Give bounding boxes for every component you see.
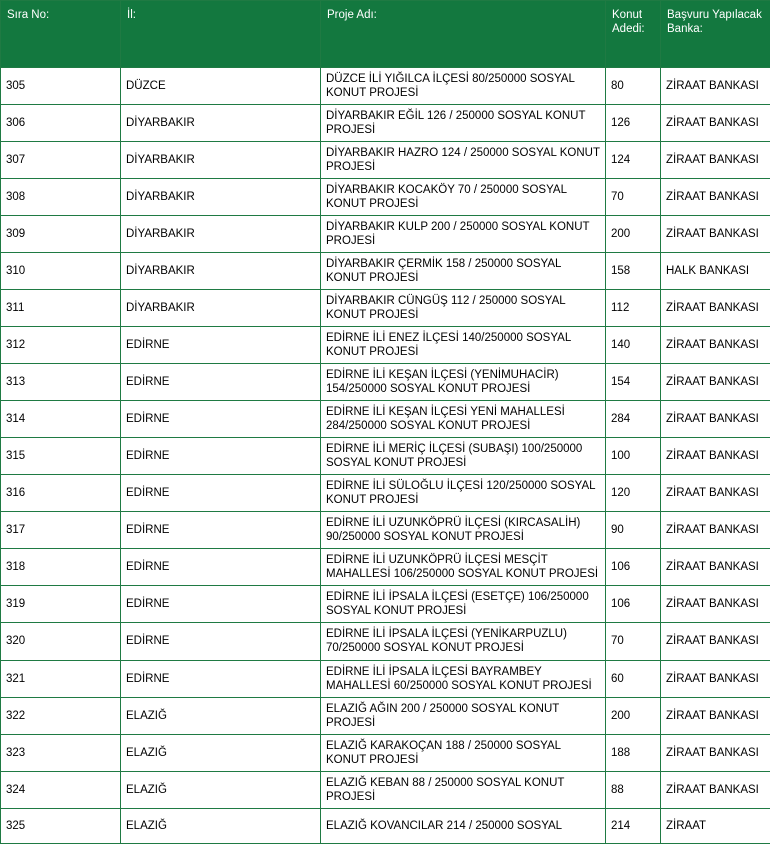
cell-banka: ZİRAAT BANKASI — [661, 512, 770, 549]
column-header-sira-no: Sıra No: — [1, 1, 121, 68]
cell-proje-adi: DÜZCE İLİ YIĞILCA İLÇESİ 80/250000 SOSYAL KONUT PROJESİ — [321, 68, 606, 105]
cell-sira-no: 321 — [1, 660, 121, 697]
cell-il: EDİRNE — [121, 438, 321, 475]
cell-banka: ZİRAAT BANKASI — [661, 179, 770, 216]
cell-banka: ZİRAAT BANKASI — [661, 771, 770, 808]
table-row — [1, 290, 770, 327]
cell-banka: ZİRAAT BANKASI — [661, 697, 770, 734]
cell-banka: ZİRAAT BANKASI — [661, 623, 770, 660]
cell-sira-no: 307 — [1, 142, 121, 179]
cell-sira-no: 316 — [1, 475, 121, 512]
cell-proje-adi: EDİRNE İLİ İPSALA İLÇESİ BAYRAMBEY MAHALLESİ 60/250000 SOSYAL KONUT PROJESİ — [321, 660, 606, 697]
cell-il: EDİRNE — [121, 549, 321, 586]
table-row — [1, 68, 770, 105]
cell-il: DİYARBAKIR — [121, 253, 321, 290]
table-row — [1, 475, 770, 512]
cell-sira-no: 322 — [1, 697, 121, 734]
cell-proje-adi: DİYARBAKIR KULP 200 / 250000 SOSYAL KONUT PROJESİ — [321, 216, 606, 253]
table-row — [1, 253, 770, 290]
cell-sira-no: 308 — [1, 179, 121, 216]
cell-konut-adedi: 90 — [606, 512, 661, 549]
table-body — [1, 68, 770, 844]
table-row — [1, 401, 770, 438]
table-header — [1, 1, 770, 68]
table-header-row — [1, 1, 770, 68]
cell-il: DİYARBAKIR — [121, 142, 321, 179]
cell-konut-adedi: 112 — [606, 290, 661, 327]
column-header-proje-adi: Proje Adı: — [321, 1, 606, 68]
cell-proje-adi: EDİRNE İLİ İPSALA İLÇESİ (ESETÇE) 106/250000 SOSYAL KONUT PROJESİ — [321, 586, 606, 623]
cell-konut-adedi: 188 — [606, 734, 661, 771]
cell-konut-adedi: 70 — [606, 623, 661, 660]
cell-banka: ZİRAAT BANKASI — [661, 216, 770, 253]
cell-sira-no: 320 — [1, 623, 121, 660]
cell-proje-adi: EDİRNE İLİ SÜLOĞLU İLÇESİ 120/250000 SOSYAL KONUT PROJESİ — [321, 475, 606, 512]
cell-banka: HALK BANKASI — [661, 253, 770, 290]
cell-il: EDİRNE — [121, 327, 321, 364]
table-row — [1, 179, 770, 216]
cell-banka: ZİRAAT BANKASI — [661, 327, 770, 364]
cell-banka: ZİRAAT BANKASI — [661, 586, 770, 623]
cell-sira-no: 306 — [1, 105, 121, 142]
cell-proje-adi: EDİRNE İLİ MERİÇ İLÇESİ (SUBAŞI) 100/250000 SOSYAL KONUT PROJESİ — [321, 438, 606, 475]
cell-sira-no: 309 — [1, 216, 121, 253]
cell-sira-no: 310 — [1, 253, 121, 290]
cell-sira-no: 313 — [1, 364, 121, 401]
table-row — [1, 808, 770, 843]
cell-konut-adedi: 70 — [606, 179, 661, 216]
table-row — [1, 438, 770, 475]
cell-konut-adedi: 284 — [606, 401, 661, 438]
table-row — [1, 105, 770, 142]
cell-sira-no: 323 — [1, 734, 121, 771]
cell-konut-adedi: 154 — [606, 364, 661, 401]
cell-il: EDİRNE — [121, 660, 321, 697]
cell-il: DÜZCE — [121, 68, 321, 105]
cell-banka: ZİRAAT BANKASI — [661, 660, 770, 697]
cell-banka: ZİRAAT BANKASI — [661, 105, 770, 142]
cell-konut-adedi: 100 — [606, 438, 661, 475]
cell-banka: ZİRAAT BANKASI — [661, 290, 770, 327]
cell-proje-adi: ELAZIĞ KARAKOÇAN 188 / 250000 SOSYAL KONUT PROJESİ — [321, 734, 606, 771]
cell-konut-adedi: 214 — [606, 808, 661, 843]
column-header-il: İl: — [121, 1, 321, 68]
cell-konut-adedi: 200 — [606, 216, 661, 253]
cell-banka: ZİRAAT BANKASI — [661, 142, 770, 179]
cell-banka: ZİRAAT — [661, 808, 770, 843]
cell-konut-adedi: 126 — [606, 105, 661, 142]
cell-konut-adedi: 158 — [606, 253, 661, 290]
cell-proje-adi: EDİRNE İLİ KEŞAN İLÇESİ (YENİMUHACİR) 154/250000 SOSYAL KONUT PROJESİ — [321, 364, 606, 401]
cell-sira-no: 319 — [1, 586, 121, 623]
cell-proje-adi: DİYARBAKIR HAZRO 124 / 250000 SOSYAL KONUT PROJESİ — [321, 142, 606, 179]
table-row — [1, 697, 770, 734]
table-row — [1, 327, 770, 364]
table-row — [1, 771, 770, 808]
cell-il: DİYARBAKIR — [121, 216, 321, 253]
cell-proje-adi: DİYARBAKIR EĞİL 126 / 250000 SOSYAL KONUT PROJESİ — [321, 105, 606, 142]
table-row — [1, 734, 770, 771]
cell-proje-adi: ELAZIĞ KEBAN 88 / 250000 SOSYAL KONUT PROJESİ — [321, 771, 606, 808]
cell-sira-no: 312 — [1, 327, 121, 364]
cell-konut-adedi: 80 — [606, 68, 661, 105]
cell-konut-adedi: 60 — [606, 660, 661, 697]
cell-konut-adedi: 106 — [606, 549, 661, 586]
cell-banka: ZİRAAT BANKASI — [661, 68, 770, 105]
cell-banka: ZİRAAT BANKASI — [661, 549, 770, 586]
cell-proje-adi: DİYARBAKIR KOCAKÖY 70 / 250000 SOSYAL KONUT PROJESİ — [321, 179, 606, 216]
cell-banka: ZİRAAT BANKASI — [661, 438, 770, 475]
table-row — [1, 216, 770, 253]
column-header-basvuru-banka: Başvuru Yapılacak Banka: — [661, 1, 770, 68]
cell-banka: ZİRAAT BANKASI — [661, 401, 770, 438]
cell-il: DİYARBAKIR — [121, 290, 321, 327]
table-row — [1, 586, 770, 623]
cell-il: EDİRNE — [121, 401, 321, 438]
cell-sira-no: 325 — [1, 808, 121, 843]
table-row — [1, 549, 770, 586]
cell-il: ELAZIĞ — [121, 771, 321, 808]
cell-proje-adi: EDİRNE İLİ İPSALA İLÇESİ (YENİKARPUZLU) 70/250000 SOSYAL KONUT PROJESİ — [321, 623, 606, 660]
cell-sira-no: 318 — [1, 549, 121, 586]
column-header-konut-adedi: Konut Adedi: — [606, 1, 661, 68]
cell-sira-no: 314 — [1, 401, 121, 438]
cell-proje-adi: ELAZIĞ KOVANCILAR 214 / 250000 SOSYAL — [321, 808, 606, 843]
table-row — [1, 364, 770, 401]
cell-il: DİYARBAKIR — [121, 105, 321, 142]
cell-banka: ZİRAAT BANKASI — [661, 364, 770, 401]
cell-il: ELAZIĞ — [121, 734, 321, 771]
cell-sira-no: 305 — [1, 68, 121, 105]
cell-il: EDİRNE — [121, 475, 321, 512]
cell-il: EDİRNE — [121, 623, 321, 660]
cell-proje-adi: EDİRNE İLİ ENEZ İLÇESİ 140/250000 SOSYAL KONUT PROJESİ — [321, 327, 606, 364]
cell-il: ELAZIĞ — [121, 697, 321, 734]
cell-banka: ZİRAAT BANKASI — [661, 734, 770, 771]
cell-il: DİYARBAKIR — [121, 179, 321, 216]
cell-il: EDİRNE — [121, 364, 321, 401]
cell-il: EDİRNE — [121, 512, 321, 549]
cell-konut-adedi: 200 — [606, 697, 661, 734]
cell-sira-no: 315 — [1, 438, 121, 475]
table-row — [1, 623, 770, 660]
cell-konut-adedi: 140 — [606, 327, 661, 364]
cell-konut-adedi: 120 — [606, 475, 661, 512]
cell-proje-adi: DİYARBAKIR CÜNGÜŞ 112 / 250000 SOSYAL KONUT PROJESİ — [321, 290, 606, 327]
cell-sira-no: 324 — [1, 771, 121, 808]
table-row — [1, 660, 770, 697]
cell-proje-adi: EDİRNE İLİ UZUNKÖPRÜ İLÇESİ MESÇİT MAHALLESİ 106/250000 SOSYAL KONUT PROJESİ — [321, 549, 606, 586]
cell-proje-adi: DİYARBAKIR ÇERMİK 158 / 250000 SOSYAL KONUT PROJESİ — [321, 253, 606, 290]
cell-banka: ZİRAAT BANKASI — [661, 475, 770, 512]
cell-il: ELAZIĞ — [121, 808, 321, 843]
cell-sira-no: 311 — [1, 290, 121, 327]
cell-konut-adedi: 88 — [606, 771, 661, 808]
table-row — [1, 142, 770, 179]
cell-konut-adedi: 106 — [606, 586, 661, 623]
cell-sira-no: 317 — [1, 512, 121, 549]
cell-konut-adedi: 124 — [606, 142, 661, 179]
cell-proje-adi: ELAZIĞ AĞIN 200 / 250000 SOSYAL KONUT PROJESİ — [321, 697, 606, 734]
cell-proje-adi: EDİRNE İLİ UZUNKÖPRÜ İLÇESİ (KIRCASALİH) 90/250000 SOSYAL KONUT PROJESİ — [321, 512, 606, 549]
cell-proje-adi: EDİRNE İLİ KEŞAN İLÇESİ YENİ MAHALLESİ 284/250000 SOSYAL KONUT PROJESİ — [321, 401, 606, 438]
cell-il: EDİRNE — [121, 586, 321, 623]
table-row — [1, 512, 770, 549]
